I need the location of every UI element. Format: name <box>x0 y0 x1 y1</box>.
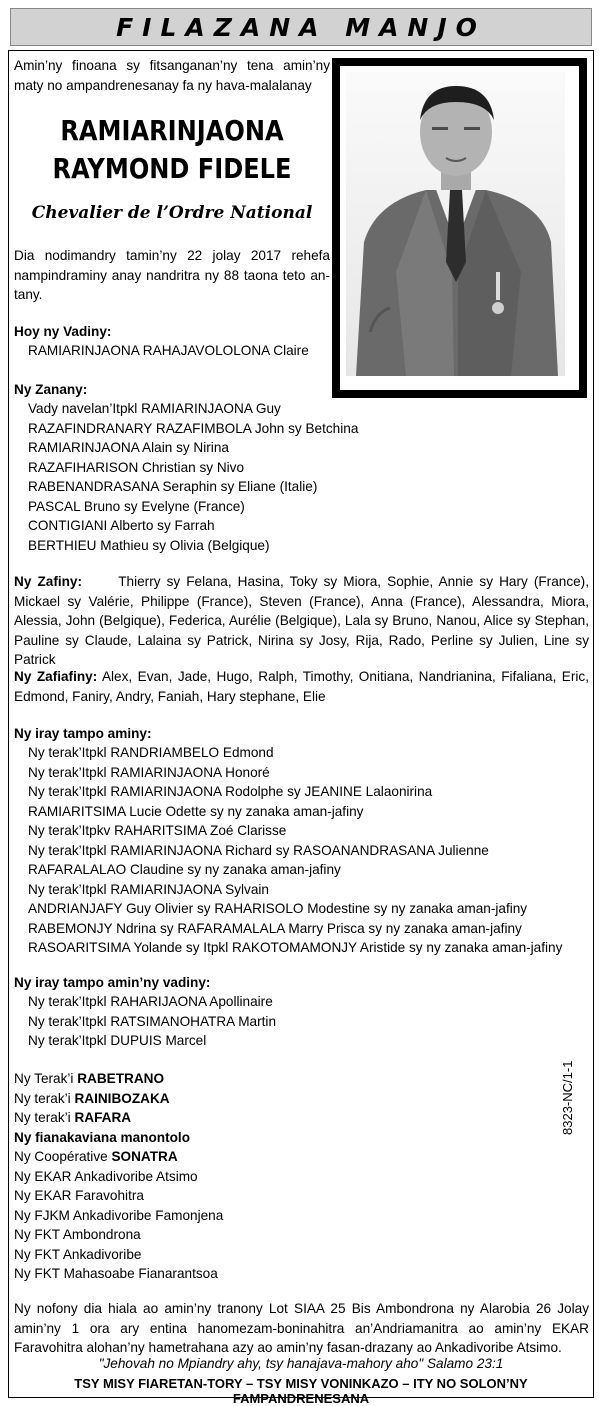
page-title: FILAZANA MANJO <box>116 12 486 42</box>
great-grandchildren-heading: Ny Zafiafiny: <box>14 669 98 684</box>
list-item: Ny terak’Itpkl DUPUIS Marcel <box>28 1033 207 1048</box>
widow-heading: Hoy ny Vadiny: <box>14 324 112 339</box>
list-item: RASOARITSIMA Yolande sy Itpkl RAKOTOMAMONJY Aristide sy ny zanaka aman-jafiny <box>28 940 563 955</box>
portrait-frame <box>332 58 587 398</box>
grandchildren-heading: Ny Zafiny: <box>14 574 83 589</box>
header-banner <box>10 8 592 46</box>
list-item: Ny FKT Ankadivoribe <box>14 1246 142 1262</box>
list-item: Ny FJKM Ankadivoribe Famonjena <box>14 1207 224 1223</box>
others-list <box>14 1069 223 1284</box>
deceased-honor: Chevalier de l’Ordre National <box>31 203 313 223</box>
list-item: Ny FKT Mahasoabe Fianarantsoa <box>14 1266 218 1281</box>
list-item: Ny EKAR Faravohitra <box>14 1188 144 1203</box>
list-item: Ny terak’Itpkl RAMIARINJAONA Honoré <box>28 764 270 780</box>
list-item: Ny terak’i RAINIBOZAKA <box>14 1090 170 1106</box>
list-item: Ny Terak’i RABETRANO <box>14 1071 165 1086</box>
list-item: RAZAFINDRANARY RAZAFIMBOLA John sy Betchina <box>28 420 359 436</box>
list-item: Ny terak’i RAFARA <box>14 1110 132 1125</box>
list-item: Ny terak’Itpkv RAHARITSIMA Zoé Clarisse <box>28 823 287 838</box>
list-item: Ny terak’Itpkl RATSIMANOHATRA Martin <box>28 1013 276 1029</box>
list-item: Ny terak’Itpkl RAMIARINJAONA Rodolphe sy JEANINE Lalaonirina <box>28 784 433 799</box>
great-grandchildren-text: Alex, Evan, Jade, Hugo, Ralph, Timothy, Onitiana, Nandrianina, Fifaliana, Eric, Edmond, Faniry, Andry, Faniah, Hary stephane, Elie <box>14 669 589 704</box>
list-item: RAZAFIHARISON Christian sy Nivo <box>28 459 245 475</box>
list-item: RAMIARINJAONA Alain sy Nirina <box>28 440 229 455</box>
children-heading: Ny Zanany: <box>14 382 88 397</box>
reference-code: 8323-NC/1-1 <box>560 1060 575 1135</box>
list-item: Ny terak’Itpkl RANDRIAMBELO Edmond <box>28 745 274 760</box>
spouse-siblings-list <box>28 992 276 1051</box>
list-item: PASCAL Bruno sy Evelyne (France) <box>28 498 245 514</box>
list-item: ANDRIANJAFY Guy Olivier sy RAHARISOLO Modestine sy ny zanaka aman-jafiny <box>28 901 528 916</box>
spouse-siblings-heading: Ny iray tampo amin’ny vadiny: <box>14 975 211 990</box>
list-item: CONTIGIANI Alberto sy Farrah <box>28 518 215 533</box>
list-item: Ny terak’Itpkl RAMIARINJAONA Richard sy RASOANANDRASANA Julienne <box>28 842 489 858</box>
grandchildren-paragraph <box>14 572 589 670</box>
death-notice: Dia nodimandry tamin’ny 22 jolay 2017 rehefa nampindraminy anay nandritra ny 88 taona teto an-tany. <box>14 248 330 302</box>
bible-quote: "Jehovah no Mpiandry ahy, tsy hanajava-mahory aho" Salamo 23:1 <box>98 1356 504 1371</box>
deceased-name-line1: RAMIARINJAONA <box>60 114 284 147</box>
list-item: RAMIARITSIMA Lucie Odette sy ny zanaka aman-jafiny <box>28 803 364 819</box>
intro-text: Amin’ny finoana sy fitsanganan’ny tena amin’ny maty no ampandrenesanay fa ny hava-malalanay <box>14 58 330 93</box>
list-item: Vady navelan’Itpkl RAMIARINJAONA Guy <box>28 401 281 416</box>
siblings-heading: Ny iray tampo aminy: <box>14 726 152 741</box>
footer-note: TSY MISY FIARETAN-TORY – TSY MISY VONINKAZO – ITY NO SOLON’NY FAMPANDRENESANA <box>74 1376 528 1406</box>
list-item: Ny terak’Itpkl RAHARIJAONA Apollinaire <box>28 994 273 1009</box>
children-list <box>28 399 358 555</box>
list-item: RABENANDRASANA Seraphin sy Eliane (Italie) <box>28 479 318 494</box>
list-item: Ny terak’Itpkl RAMIARINJAONA Sylvain <box>28 881 269 897</box>
list-item: Ny Coopérative SONATRA <box>14 1149 178 1164</box>
deceased-name-line2: RAYMOND FIDELE <box>52 152 292 185</box>
grandchildren-text: Thierry sy Felana, Hasina, Toky sy Miora, Sophie, Annie sy Hary (France), Mickael sy Valérie, Philippe (France), Steven (France), Anna (France), Alessandra, Miora, Alessia, John (Belgique), Federica, Aurélie (Belgique), Lala sy Bruno, Nanou, Alice sy Stephan, Pauline sy Claude, Lalaina sy Patrick, Nirina sy Josy, Rija, Rado, Perline sy Julien, Line sy Patrick <box>14 574 589 667</box>
list-item: Ny fianakaviana manontolo <box>14 1129 191 1145</box>
great-grandchildren-paragraph <box>14 667 589 706</box>
widow-name: RAMIARINJAONA RAHAJAVOLOLONA Claire <box>28 343 309 358</box>
list-item: Ny EKAR Ankadivoribe Atsimo <box>14 1168 198 1184</box>
list-item: BERTHIEU Mathieu sy Olivia (Belgique) <box>28 537 270 553</box>
list-item: RAFARALALAO Claudine sy ny zanaka aman-jafiny <box>28 862 341 877</box>
portrait-photo <box>346 72 573 384</box>
list-item: Ny FKT Ambondrona <box>14 1227 141 1242</box>
list-item: RABEMONJY Ndrina sy RAFARAMALALA Marry Prisca sy ny zanaka aman-jafiny <box>28 920 522 936</box>
siblings-list <box>28 743 562 958</box>
funeral-details: Ny nofony dia hiala ao amin’ny tranony Lot SIAA 25 Bis Ambondrona ny Alarobia 26 Jolay amin’ny 1 ora ary entina hanomezam-boninahitra an’Andriamanitra ao amin’ny EKAR Faravohitra alohan’ny hametrahana azy ao amin’ny fasan-drazany ao Ankadivoribe Atsimo. <box>14 1301 589 1355</box>
